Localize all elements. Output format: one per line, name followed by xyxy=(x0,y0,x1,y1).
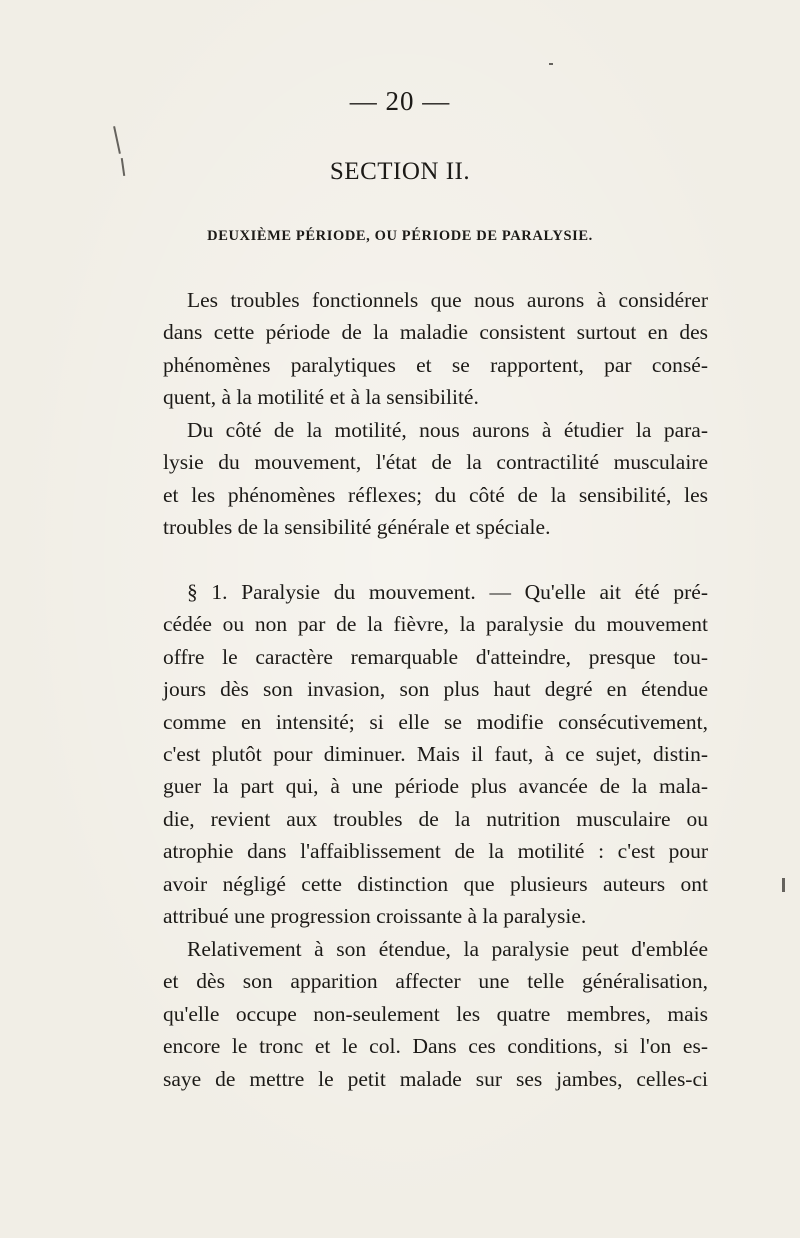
text-line: comme en intensité; si elle se modifie consécutivement, xyxy=(163,709,708,734)
text-line: c'est plutôt pour diminuer. Mais il faut, à ce sujet, distin- xyxy=(163,741,708,766)
text-line: saye de mettre le petit malade sur ses jambes, celles-ci xyxy=(163,1066,708,1091)
paragraph-motilite xyxy=(163,414,708,544)
scan-speck xyxy=(782,878,785,892)
section-title: SECTION II. xyxy=(329,158,471,185)
text-line: Les troubles fonctionnels que nous aurons à considérer xyxy=(187,288,708,312)
paragraph-paralysie-du-mouvement xyxy=(163,576,708,932)
text-line: quent, à la motilité et à la sensibilité. xyxy=(163,385,479,410)
text-line: jours dès son invasion, son plus haut degré en étendue xyxy=(163,677,708,702)
text-line: attribué une progression croissante à la paralysie. xyxy=(163,903,587,928)
text-line: Du côté de la motilité, nous aurons à étudier la para- xyxy=(187,418,708,442)
text-line: § 1. Paralysie du mouvement. — Qu'elle ait été pré- xyxy=(187,580,708,604)
text-line: qu'elle occupe non-seulement les quatre membres, mais xyxy=(163,1001,708,1026)
text-line: avoir négligé cette distinction que plusieurs auteurs ont xyxy=(163,871,708,896)
text-line: cédée ou non par de la fièvre, la paralysie du mouvement xyxy=(163,612,708,637)
text-line: troubles de la sensibilité générale et spéciale. xyxy=(163,515,551,540)
page-number: — 20 — xyxy=(349,86,451,116)
text-line: lysie du mouvement, l'état de la contractilité musculaire xyxy=(163,450,708,475)
text-line: atrophie dans l'affaiblissement de la motilité : c'est pour xyxy=(163,839,708,864)
section-subtitle: DEUXIÈME PÉRIODE, OU PÉRIODE DE PARALYSIE. xyxy=(207,228,593,244)
paragraph-etendue xyxy=(163,933,708,1095)
paragraph-troubles-fonctionnels xyxy=(163,284,708,414)
text-line: phénomènes paralytiques et se rapportent, par consé- xyxy=(163,352,708,377)
text-line: dans cette période de la maladie consistent surtout en des xyxy=(163,320,708,345)
text-line: guer la part qui, à une période plus avancée de la mala- xyxy=(163,774,708,799)
text-line: encore le tronc et le col. Dans ces conditions, si l'on es- xyxy=(163,1034,708,1059)
text-line: et les phénomènes réflexes; du côté de la sensibilité, les xyxy=(163,482,708,507)
text-line: die, revient aux troubles de la nutrition musculaire ou xyxy=(163,806,708,831)
text-line: offre le caractère remarquable d'atteindre, presque tou- xyxy=(163,644,708,669)
text-line: et dès son apparition affecter une telle généralisation, xyxy=(163,969,708,994)
text-line: Relativement à son étendue, la paralysie peut d'emblée xyxy=(187,937,708,961)
scan-speck xyxy=(113,126,121,154)
scan-speck xyxy=(549,63,553,65)
